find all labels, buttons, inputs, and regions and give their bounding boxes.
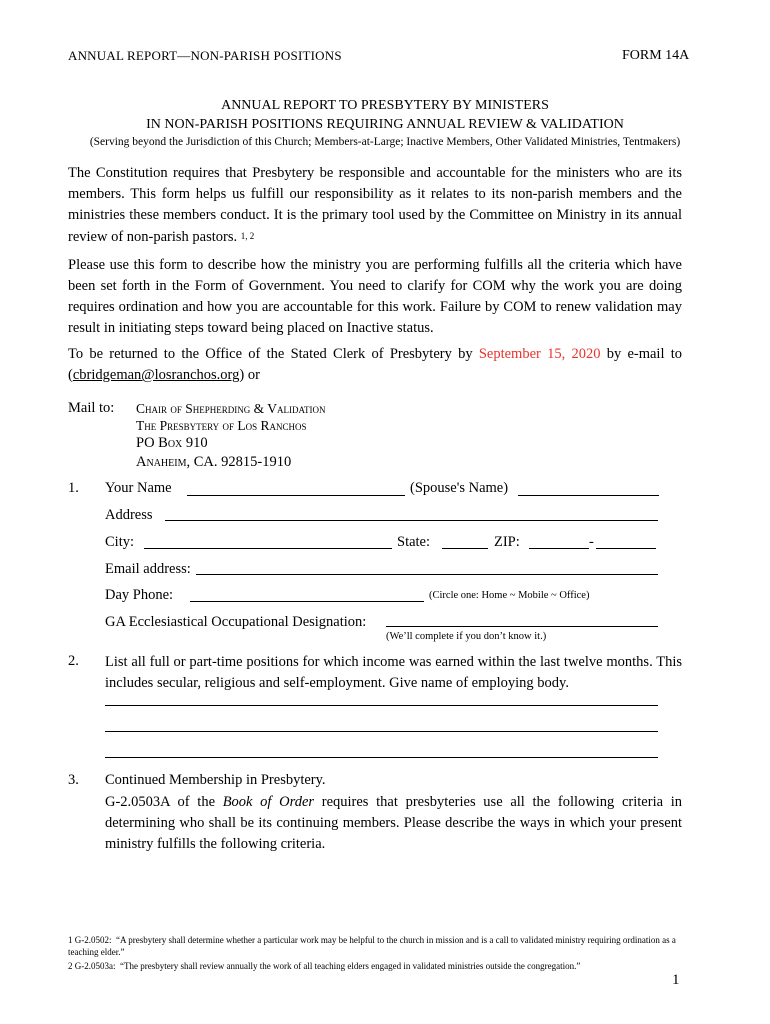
positions-line-1[interactable] xyxy=(105,705,658,706)
address-label: Address xyxy=(105,507,153,523)
email-label: Email address: xyxy=(105,561,191,577)
ga-designation-hint: (We’ll complete if you don’t know it.) xyxy=(386,631,547,642)
header-left: ANNUAL REPORT—NON-PARISH POSITIONS xyxy=(68,48,342,63)
positions-line-2[interactable] xyxy=(105,731,658,732)
state-label: State: xyxy=(397,534,431,550)
title-line-1: ANNUAL REPORT TO PRESBYTERY BY MINISTERS xyxy=(221,98,549,113)
phone-type-hint: (Circle one: Home ~ Mobile ~ Office) xyxy=(429,590,590,601)
footnote-1-text: “A presbytery shall determine whether a particular work may be helpful to the church in mission and is a call to validated ministry requiring ordination as a teaching elder.” xyxy=(68,935,676,957)
email-field[interactable] xyxy=(196,574,658,575)
intro-paragraph-2: Please use this form to describe how the ministry you are performing fulfills all the criteria which have been set forth in the Form of Government. You need to clarify for COM why the work you are doing requires ordination and how you are accountable for this work. Failure by COM to renew validation may result in initiating steps toward being placed on Inactive status. xyxy=(68,257,682,336)
section-3-number: 3. xyxy=(68,772,79,788)
title-line-2: IN NON-PARISH POSITIONS REQUIRING ANNUAL REVIEW & VALIDATION xyxy=(146,117,624,132)
title-subtitle: (Serving beyond the Jurisdiction of this Church; Members-at-Large; Inactive Members, Other Validated Ministries, Tentmakers) xyxy=(89,136,681,148)
footnote-refs: 1, 2 xyxy=(240,231,255,241)
section-3-heading: Continued Membership in Presbytery. xyxy=(105,772,326,788)
zip-label: ZIP: xyxy=(494,534,520,550)
footnote-2 xyxy=(68,960,688,972)
day-phone-label: Day Phone: xyxy=(105,587,174,603)
section-3-text-after: requires that presbyteries use all the following criteria in determining who shall be its continuing members. Please describe the ways in which your present ministry fulfills the following criteria. xyxy=(105,794,682,852)
footnote-2-text: “The presbytery shall review annually the work of all teaching elders engaged in validated ministries outside the congregation.” xyxy=(120,961,581,971)
footnote-1 xyxy=(68,934,688,958)
your-name-label: Your Name xyxy=(105,480,172,496)
intro-paragraph-1 xyxy=(68,163,682,248)
ga-designation-label: GA Ecclesiastical Occupational Designation: xyxy=(105,614,367,630)
spouse-name-field[interactable] xyxy=(518,495,659,496)
zip-extension-field[interactable] xyxy=(596,548,656,549)
mail-address-line-1: Chair of Shepherding & Validation xyxy=(136,401,326,416)
return-instructions: To be returned to the Office of the Stated Clerk of Presbytery by xyxy=(68,346,473,362)
header-right: FORM 14A xyxy=(622,48,690,63)
book-of-order: Book of Order xyxy=(222,794,315,810)
section-3-text xyxy=(105,792,682,855)
mail-address-line-3: PO Box 910 xyxy=(136,435,208,451)
deadline-date: September 15, 2020 xyxy=(478,346,601,362)
footnote-2-ref: 2 G-2.0503a: xyxy=(68,961,116,971)
return-or: or xyxy=(247,367,260,383)
zip-field[interactable] xyxy=(529,548,589,549)
zip-dash: - xyxy=(589,534,594,550)
city-label: City: xyxy=(105,534,135,550)
state-field[interactable] xyxy=(442,548,488,549)
intro-p1-text: The Constitution requires that Presbytery be responsible and accountable for the ministers who are its members. This form helps us fulfill our responsibility as it relates to its non-parish members and the ministries these members conduct. It is the primary tool used by the Committee on Ministry in its annual review of non-parish pastors. xyxy=(68,165,682,245)
mail-address-line-2: The Presbytery of Los Ranchos xyxy=(136,418,307,433)
day-phone-field[interactable] xyxy=(190,601,424,602)
mail-address-line-4: Anaheim, CA. 92815-1910 xyxy=(136,454,292,470)
section-2-text: List all full or part-time positions for which income was earned within the last twelve months. This includes secular, religious and self-employment. Give name of employing body. xyxy=(105,654,682,691)
return-by-email: by e-mail to xyxy=(606,346,682,362)
email-link[interactable]: cbridgeman@losranchos.org xyxy=(72,367,240,383)
mail-to-label: Mail to: xyxy=(68,400,115,416)
page-number: 1 xyxy=(672,972,680,988)
section-3-text-before: G-2.0503A of the xyxy=(105,794,216,810)
positions-line-3[interactable] xyxy=(105,757,658,758)
intro-paragraph-3: To be returned to the Office of the Stated Clerk of Presbytery by September 15, 2020 by e-mail to (cbridgeman@losranchos.org) or xyxy=(68,346,682,383)
address-field[interactable] xyxy=(165,520,658,521)
section-2-number: 2. xyxy=(68,653,79,669)
ga-designation-field[interactable] xyxy=(386,626,658,627)
footnote-1-ref: 1 G-2.0502: xyxy=(68,935,112,945)
spouse-name-label: (Spouse's Name) xyxy=(410,480,509,496)
your-name-field[interactable] xyxy=(187,495,405,496)
section-1-number: 1. xyxy=(68,480,79,496)
city-field[interactable] xyxy=(144,548,392,549)
